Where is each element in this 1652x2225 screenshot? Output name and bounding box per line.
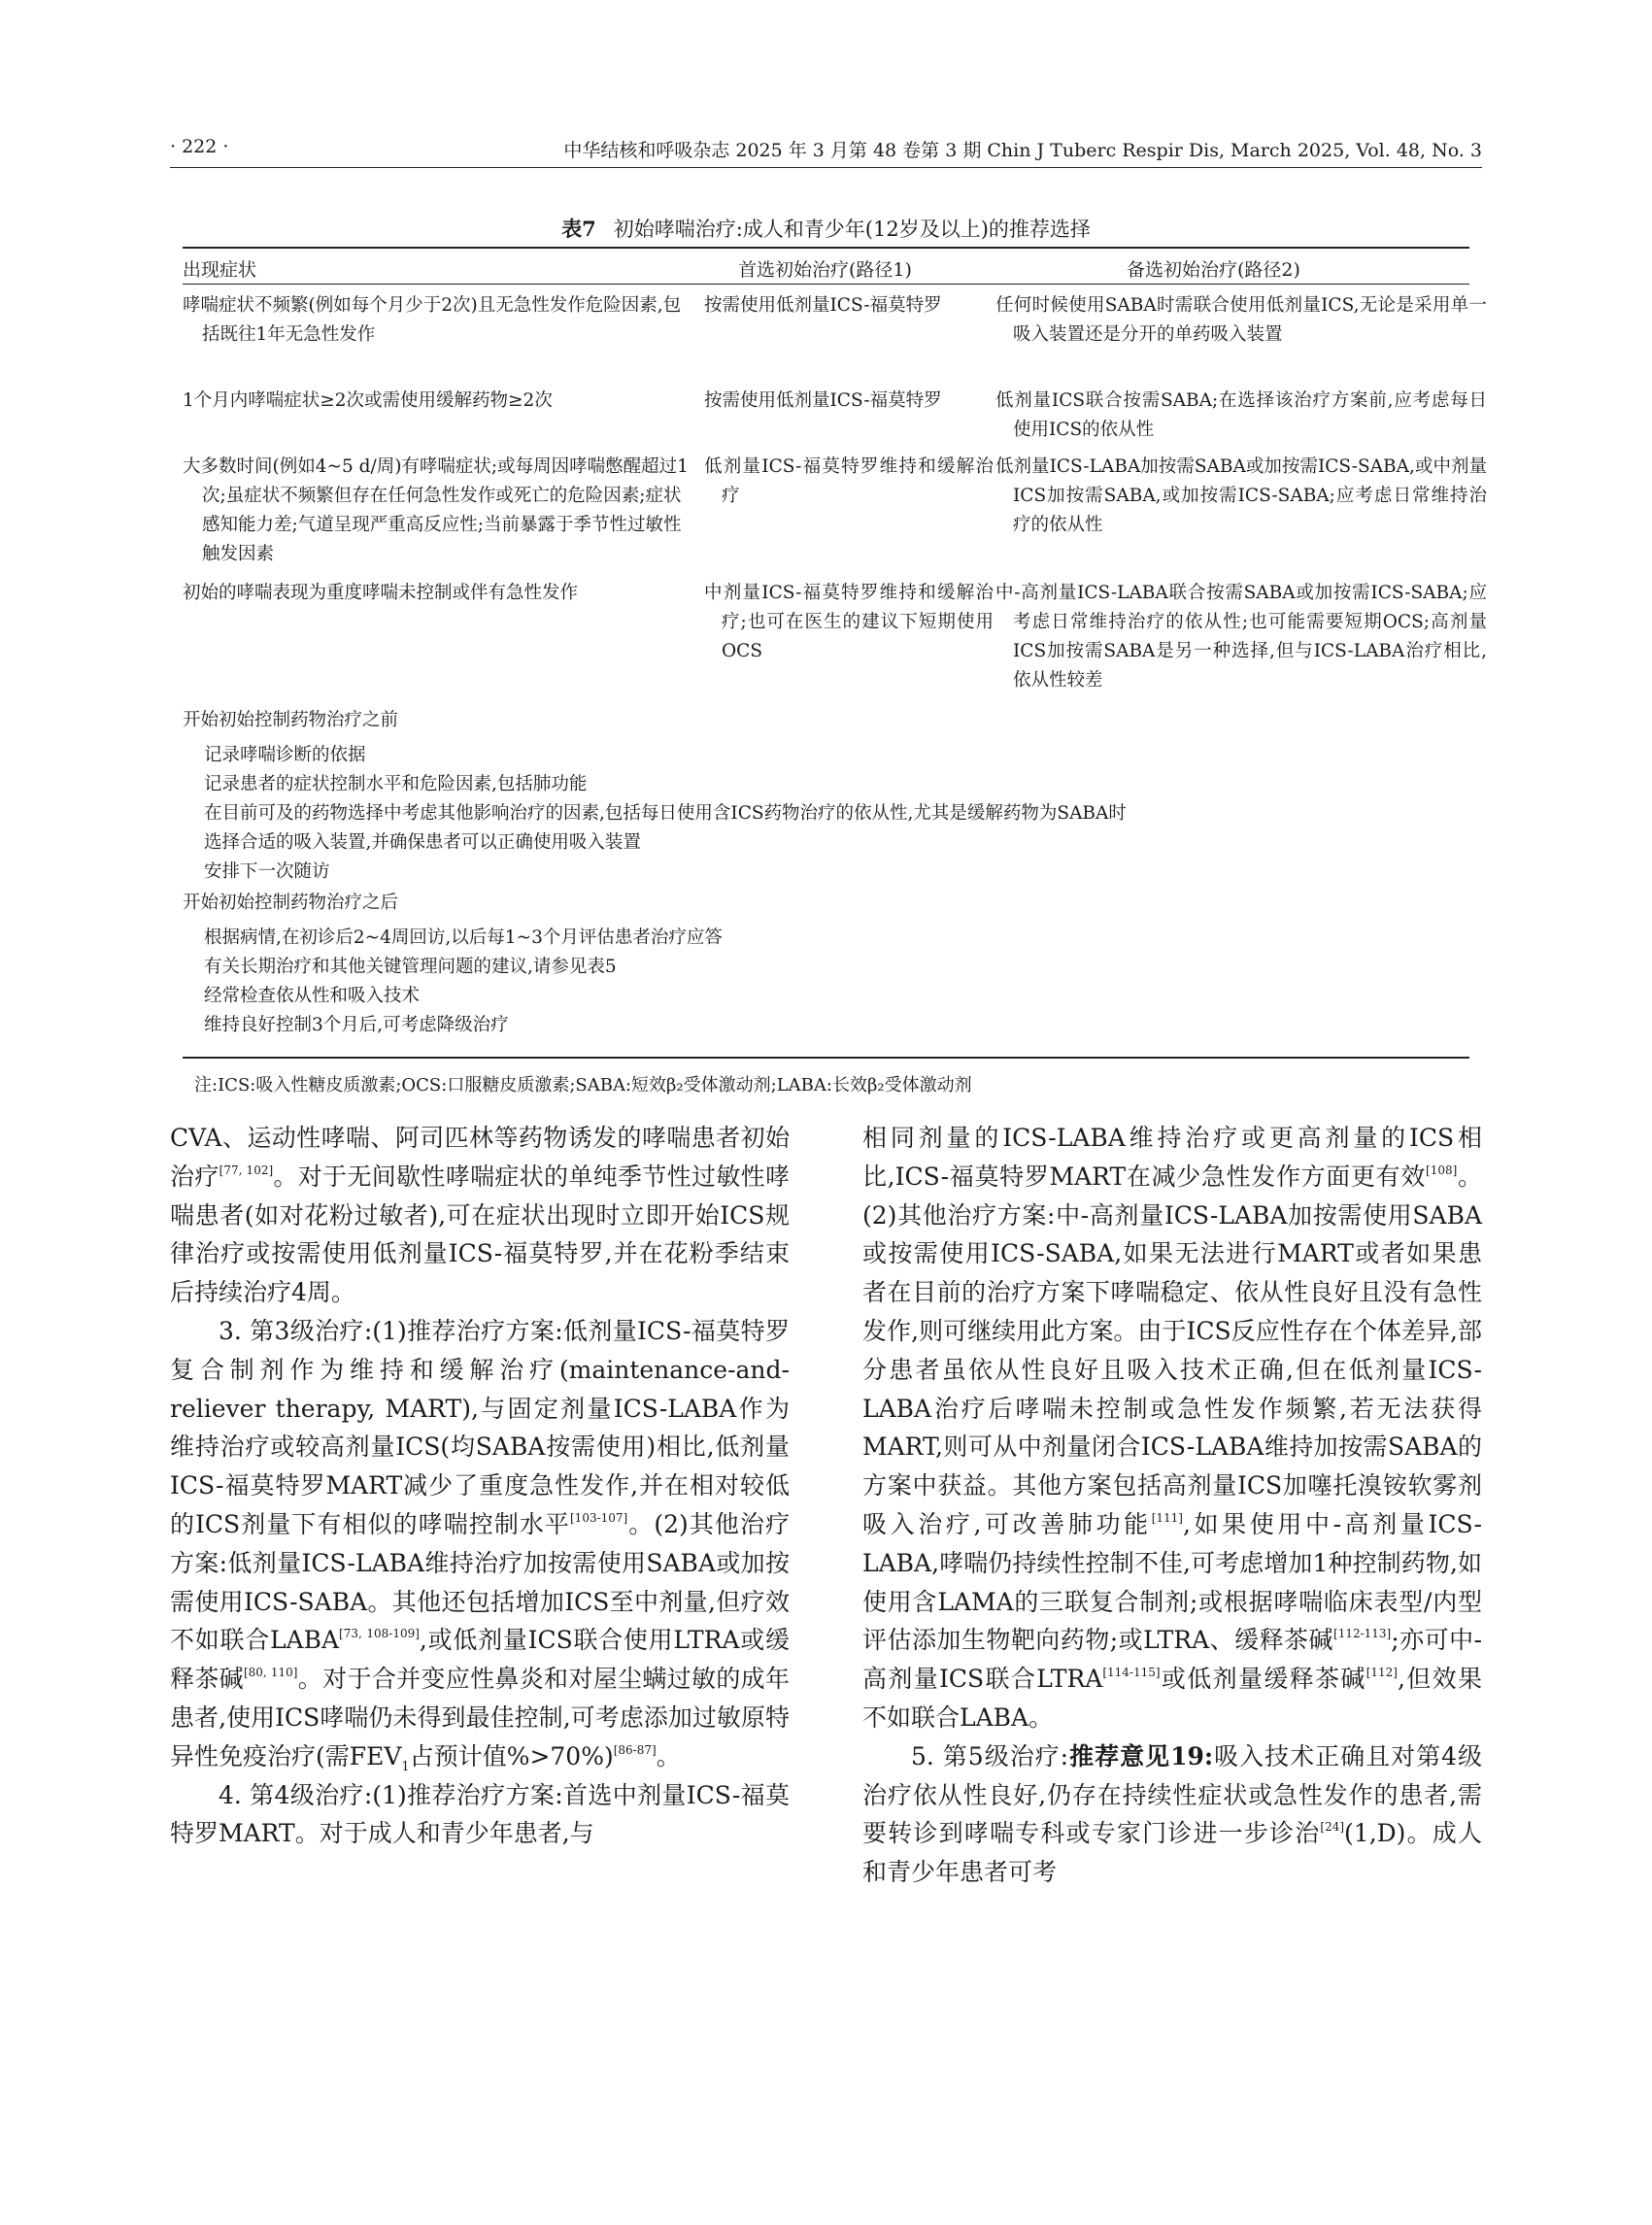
citation: [24]	[1320, 1820, 1345, 1835]
running-header	[170, 136, 1482, 165]
after-item: 根据病情,在初诊后2~4周回访,以后每1~3个月评估患者治疗应答	[204, 927, 723, 948]
row1-path2: 任何时候使用SABA时需联合使用低剂量ICS,无论是采用单一吸入装置还是分开的单药吸入装置	[995, 295, 1487, 345]
paragraph: CVA、运动性哮喘、阿司匹林等药物诱发的哮喘患者初始治疗[77, 102]。对于无间歇性哮喘症状的单纯季节性过敏性哮喘患者(如对花粉过敏者),可在症状出现时立即开始ICS规律治疗或按需使用低剂量ICS-福莫特罗,并在花粉季结束后持续治疗4周。	[170, 1124, 790, 1307]
table-label: 表7	[561, 217, 596, 241]
citation: [114-115]	[1102, 1666, 1161, 1680]
table-bottom-rule	[183, 1057, 1469, 1059]
column-header-path2: 备选初始治疗(路径2)	[1127, 259, 1300, 281]
journal-citation: 中华结核和呼吸杂志 2025 年 3 月第 48 卷第 3 期 Chin J Tuberc Respir Dis, March 2025, Vol. 48, No. 3	[563, 140, 1482, 161]
paragraph: 5. 第5级治疗:推荐意见19:吸入技术正确且对第4级治疗依从性良好,仍存在持续性症状或急性发作的患者,需要转诊到哮喘专科或专家门诊进一步诊治[24](1,D)。成人和青少年患者可考	[862, 1741, 1482, 1887]
after-item: 经常检查依从性和吸入技术	[204, 986, 421, 1006]
before-item: 在目前可及的药物选择中考虑其他影响治疗的因素,包括每日使用含ICS药物治疗的依从性,尤其是缓解药物为SABA时	[204, 803, 1127, 824]
row4-symptom: 初始的哮喘表现为重度哮喘未控制或伴有急性发作	[183, 583, 579, 603]
table-caption	[0, 214, 1652, 243]
row1-symptom: 哮喘症状不频繁(例如每个月少于2次)且无急性发作危险因素,包括既往1年无急性发作	[183, 295, 682, 345]
after-item: 维持良好控制3个月后,可考虑降级治疗	[204, 1015, 509, 1035]
row3-path2: 低剂量ICS-LABA加按需SABA或加按需ICS-SABA,或中剂量ICS加按需SABA,或加按需ICS-SABA;应考虑日常维持治疗的依从性	[995, 456, 1487, 535]
row2-path2: 低剂量ICS联合按需SABA;在选择该治疗方案前,应考虑每日使用ICS的依从性	[995, 390, 1487, 440]
recommendation-label: 推荐意见19:	[1068, 1741, 1214, 1770]
body-column-left	[170, 1119, 790, 1853]
page-number: · 222 ·	[170, 136, 229, 157]
column-header-path1: 首选初始治疗(路径1)	[738, 259, 912, 281]
header-rule	[170, 167, 1482, 168]
citation: [103-107]	[570, 1510, 628, 1525]
row2-path1: 按需使用低剂量ICS-福莫特罗	[704, 390, 942, 411]
row3-symptom: 大多数时间(例如4~5 d/周)有哮喘症状;或每周因哮喘憋醒超过1次;虽症状不频繁但存在任何急性发作或死亡的危险因素;症状感知能力差;气道呈现严重高反应性;当前暴露于季节性过敏性触发因素	[183, 456, 689, 564]
row4-path2: 中-高剂量ICS-LABA联合按需SABA或加按需ICS-SABA;应考虑日常维持治疗的依从性;也可能需要短期OCS;高剂量ICS加按需SABA是另一种选择,但与ICS-LABA治疗相比,依从性较差	[995, 583, 1487, 691]
citation: [112]	[1365, 1666, 1398, 1680]
citation: [73, 108-109]	[339, 1627, 420, 1641]
row4-path1: 中剂量ICS-福莫特罗维持和缓解治疗;也可在医生的建议下短期使用OCS	[704, 583, 994, 661]
after-treatment-title: 开始初始控制药物治疗之后	[183, 893, 399, 913]
citation: [111]	[1151, 1510, 1183, 1525]
table-footnote: 注:ICS:吸入性糖皮质激素;OCS:口服糖皮质激素;SABA:短效β₂受体激动剂;LABA:长效β₂受体激动剂	[194, 1075, 972, 1096]
row2-symptom: 1个月内哮喘症状≥2次或需使用缓解药物≥2次	[183, 390, 553, 411]
table-top-rule	[183, 247, 1469, 249]
citation: [86-87]	[613, 1742, 657, 1757]
row3-path1: 低剂量ICS-福莫特罗维持和缓解治疗	[704, 456, 994, 506]
citation: [112-113]	[1333, 1627, 1392, 1641]
table-header-rule	[183, 284, 1469, 285]
column-header-symptom: 出现症状	[183, 259, 257, 281]
before-treatment-title: 开始初始控制药物治疗之前	[183, 710, 399, 730]
after-item: 有关长期治疗和其他关键管理问题的建议,请参见表5	[204, 957, 617, 977]
paragraph: 3. 第3级治疗:(1)推荐治疗方案:低剂量ICS-福莫特罗复合制剂作为维持和缓解治疗(maintenance-and-reliever therapy, MART),与固定剂量ICS-LABA作为维持治疗或较高剂量ICS(均SABA按需使用)相比,低剂量ICS-福莫特罗MART减少了重度急性发作,并在相对较低的ICS剂量下有相似的哮喘控制水平[103-107]。(2)其他治疗方案:低剂量ICS-LABA维持治疗加按需使用SABA或加按需使用ICS-SABA。其他还包括增加ICS至中剂量,但疗效不如联合LABA[73, 108-109],或低剂量ICS联合使用LTRA或缓释茶碱[80, 110]。对于合并变应性鼻炎和对屋尘螨过敏的成年患者,使用ICS哮喘仍未得到最佳控制,可考虑添加过敏原特异性免疫治疗(需$FEV_1$占预计值%>70%)[86-87]。	[170, 1316, 790, 1774]
before-item: 安排下一次随访	[204, 861, 330, 882]
row1-path1: 按需使用低剂量ICS-福莫特罗	[704, 295, 942, 316]
body-column-right	[862, 1119, 1482, 1892]
before-treatment-section	[183, 706, 1469, 1040]
before-item: 记录患者的症状控制水平和危险因素,包括肺功能	[204, 774, 588, 794]
before-item: 记录哮喘诊断的依据	[204, 745, 366, 765]
citation: [108]	[1426, 1163, 1458, 1177]
before-item: 选择合适的吸入装置,并确保患者可以正确使用吸入装置	[204, 832, 641, 853]
table-title: 初始哮喘治疗:成人和青少年(12岁及以上)的推荐选择	[613, 218, 1091, 241]
paragraph: 相同剂量的ICS-LABA维持治疗或更高剂量的ICS相比,ICS-福莫特罗MART在减少急性发作方面更有效[108]。(2)其他治疗方案:中-高剂量ICS-LABA加按需使用SABA或按需使用ICS-SABA,如果无法进行MART或者如果患者在目前的治疗方案下哮喘稳定、依从性良好且没有急性发作,则可继续用此方案。由于ICS反应性存在个体差异,部分患者虽依从性良好且吸入技术正确,但在低剂量ICS-LABA治疗后哮喘未控制或急性发作频繁,若无法获得MART,则可从中剂量闭合ICS-LABA维持加按需SABA的方案中获益。其他方案包括高剂量ICS加噻托溴铵软雾剂吸入治疗,可改善肺功能[111],如果使用中-高剂量ICS-LABA,哮喘仍持续性控制不佳,可考虑增加1种控制药物,如使用含LAMA的三联复合制剂;或根据哮喘临床表型/内型评估添加生物靶向药物;或LTRA、缓释茶碱[112-113];亦可中-高剂量ICS联合LTRA[114-115]或低剂量缓释茶碱[112],但效果不如联合LABA。	[862, 1124, 1483, 1732]
citation: [77, 102]	[219, 1163, 274, 1177]
paragraph: 4. 第4级治疗:(1)推荐治疗方案:首选中剂量ICS-福莫特罗MART。对于成人和青少年患者,与	[170, 1780, 790, 1848]
citation: [80, 110]	[243, 1666, 298, 1680]
